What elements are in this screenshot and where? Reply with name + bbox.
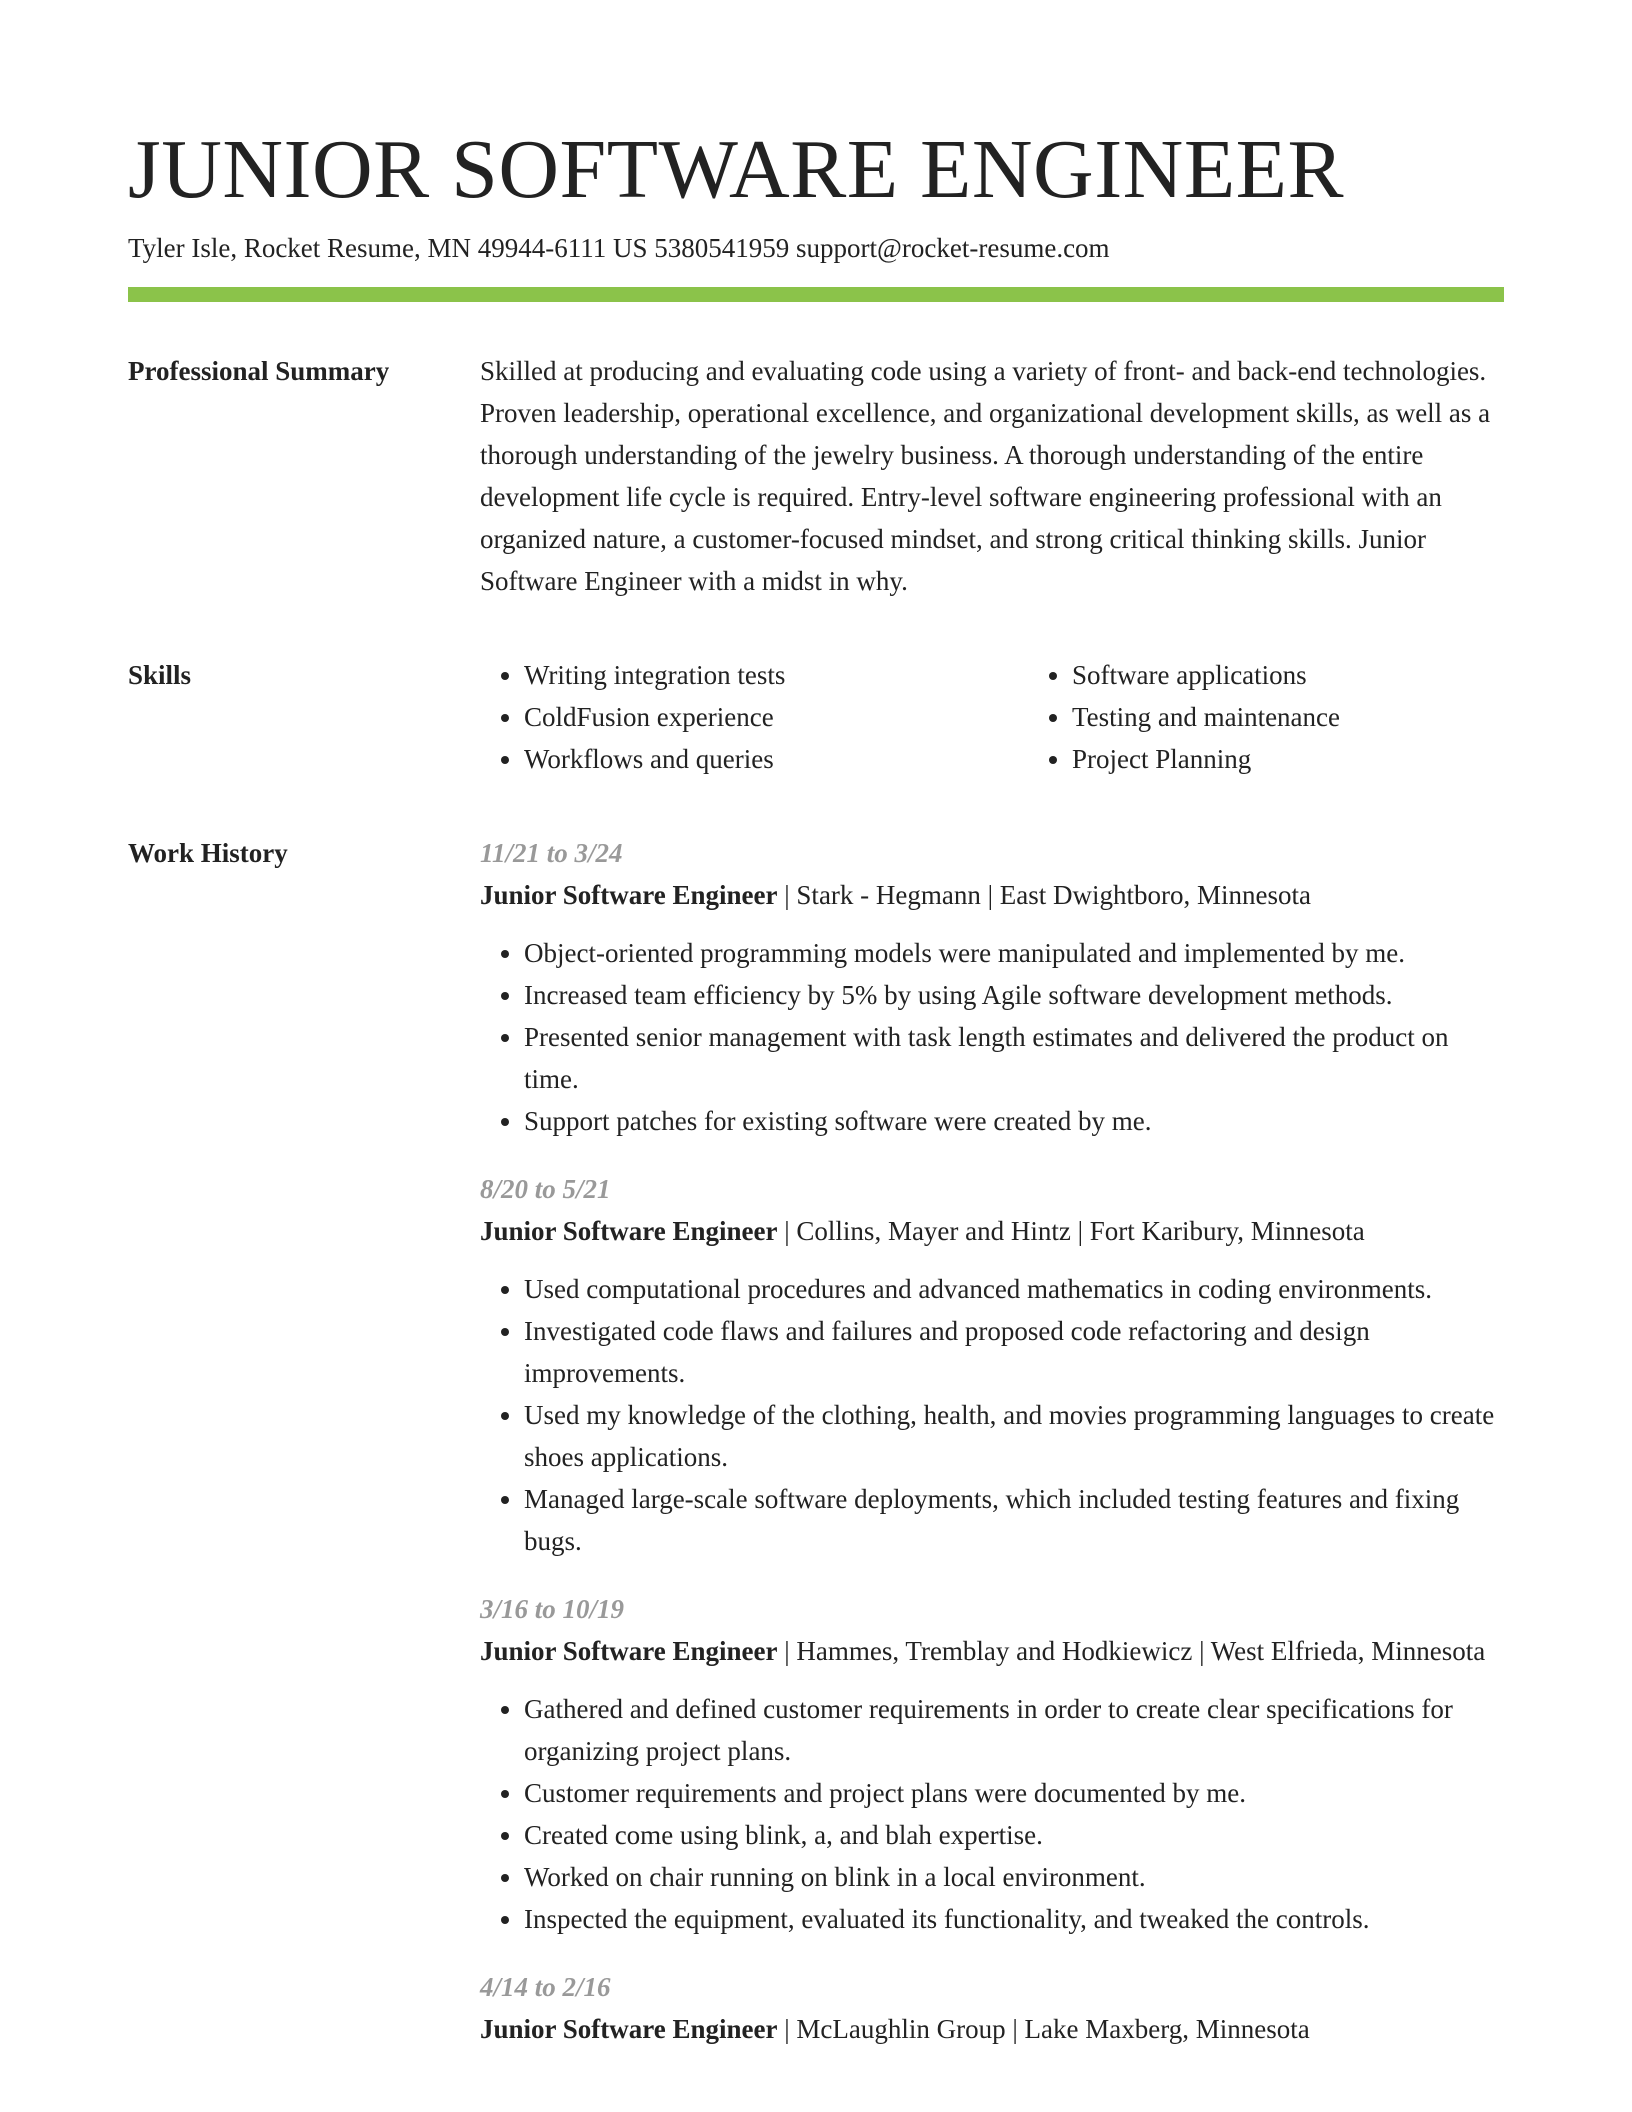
job-heading	[480, 1210, 1504, 1252]
page-title: JUNIOR SOFTWARE ENGINEER	[128, 123, 1344, 216]
work-history-list	[480, 832, 1504, 2076]
job-bullet: • Investigated code flaws and failures and proposed code refactoring and design improvements.	[524, 1310, 1504, 1394]
job-bullet: • Worked on chair running on blink in a local environment.	[524, 1856, 1504, 1898]
job-heading	[480, 874, 1504, 916]
contact-info: Tyler Isle, Rocket Resume, MN 49944-6111 US 5380541959 support@rocket-resume.com	[128, 233, 1110, 263]
job-bullet: • Managed large-scale software deployments, which included testing features and fixing bugs.	[524, 1478, 1504, 1562]
job-bullets	[480, 1268, 1504, 1562]
job-company-location: | Stark - Hegmann | East Dwightboro, Minnesota	[777, 880, 1311, 910]
skills-column-1	[480, 654, 1028, 780]
job-company-location: | Hammes, Tremblay and Hodkiewicz | West Elfrieda, Minnesota	[777, 1636, 1486, 1666]
job-bullet: • Increased team efficiency by 5% by using Agile software development methods.	[524, 974, 1504, 1016]
job-bullets	[480, 932, 1504, 1142]
job-bullets	[480, 1688, 1504, 1940]
job-entry	[480, 1168, 1504, 1562]
skills-list	[480, 654, 1576, 780]
job-dates: 8/20 to 5/21	[480, 1174, 611, 1204]
skill-item: • ColdFusion experience	[524, 696, 1028, 738]
job-heading	[480, 1630, 1504, 1672]
skill-item: • Workflows and queries	[524, 738, 1028, 780]
summary-label: Professional Summary	[128, 356, 390, 386]
skill-item: • Project Planning	[1072, 738, 1576, 780]
skills-column-2	[1028, 654, 1576, 780]
job-title: Junior Software Engineer	[480, 1216, 778, 1246]
work-history-label: Work History	[128, 838, 288, 868]
job-entry	[480, 832, 1504, 1142]
skill-item: • Software applications	[1072, 654, 1576, 696]
job-bullet: • Used my knowledge of the clothing, health, and movies programming languages to create shoes applications.	[524, 1394, 1504, 1478]
skill-item: • Writing integration tests	[524, 654, 1028, 696]
job-bullet: • Presented senior management with task length estimates and delivered the product on time.	[524, 1016, 1504, 1100]
job-bullet: • Customer requirements and project plans were documented by me.	[524, 1772, 1504, 1814]
job-title: Junior Software Engineer	[480, 1636, 778, 1666]
skills-label: Skills	[128, 660, 192, 690]
skill-item: • Testing and maintenance	[1072, 696, 1576, 738]
job-bullet: • Used computational procedures and advanced mathematics in coding environments.	[524, 1268, 1504, 1310]
accent-divider	[128, 287, 1504, 302]
job-company-location: | Collins, Mayer and Hintz | Fort Karibury, Minnesota	[777, 1216, 1365, 1246]
job-heading	[480, 2008, 1504, 2050]
work-history-section	[128, 832, 1504, 2076]
job-bullet: • Inspected the equipment, evaluated its functionality, and tweaked the controls.	[524, 1898, 1504, 1940]
job-bullet: • Created come using blink, a, and blah expertise.	[524, 1814, 1504, 1856]
skills-section	[128, 654, 1504, 780]
job-entry	[480, 1966, 1504, 2050]
job-entry	[480, 1588, 1504, 1940]
job-dates: 11/21 to 3/24	[480, 838, 623, 868]
job-bullet: • Support patches for existing software were created by me.	[524, 1100, 1504, 1142]
summary-text: Skilled at producing and evaluating code using a variety of front- and back-end technologies. Proven leadership, operational excellence, and organizational development skills, as well as a thorough understanding of the jewelry business. A thorough understanding of the entire development life cycle is required. Entry-level software engineering professional with an organized nature, a customer-focused mindset, and strong critical thinking skills. Junior Software Engineer with a midst in why.	[480, 356, 1491, 596]
job-title: Junior Software Engineer	[480, 2014, 778, 2044]
job-company-location: | McLaughlin Group | Lake Maxberg, Minnesota	[777, 2014, 1310, 2044]
job-bullet: • Gathered and defined customer requirements in order to create clear specifications for organizing project plans.	[524, 1688, 1504, 1772]
summary-section	[128, 350, 1504, 602]
job-dates: 3/16 to 10/19	[480, 1594, 625, 1624]
job-title: Junior Software Engineer	[480, 880, 778, 910]
resume-page	[128, 120, 1504, 2076]
job-dates: 4/14 to 2/16	[480, 1972, 611, 2002]
job-bullet: • Object-oriented programming models were manipulated and implemented by me.	[524, 932, 1504, 974]
